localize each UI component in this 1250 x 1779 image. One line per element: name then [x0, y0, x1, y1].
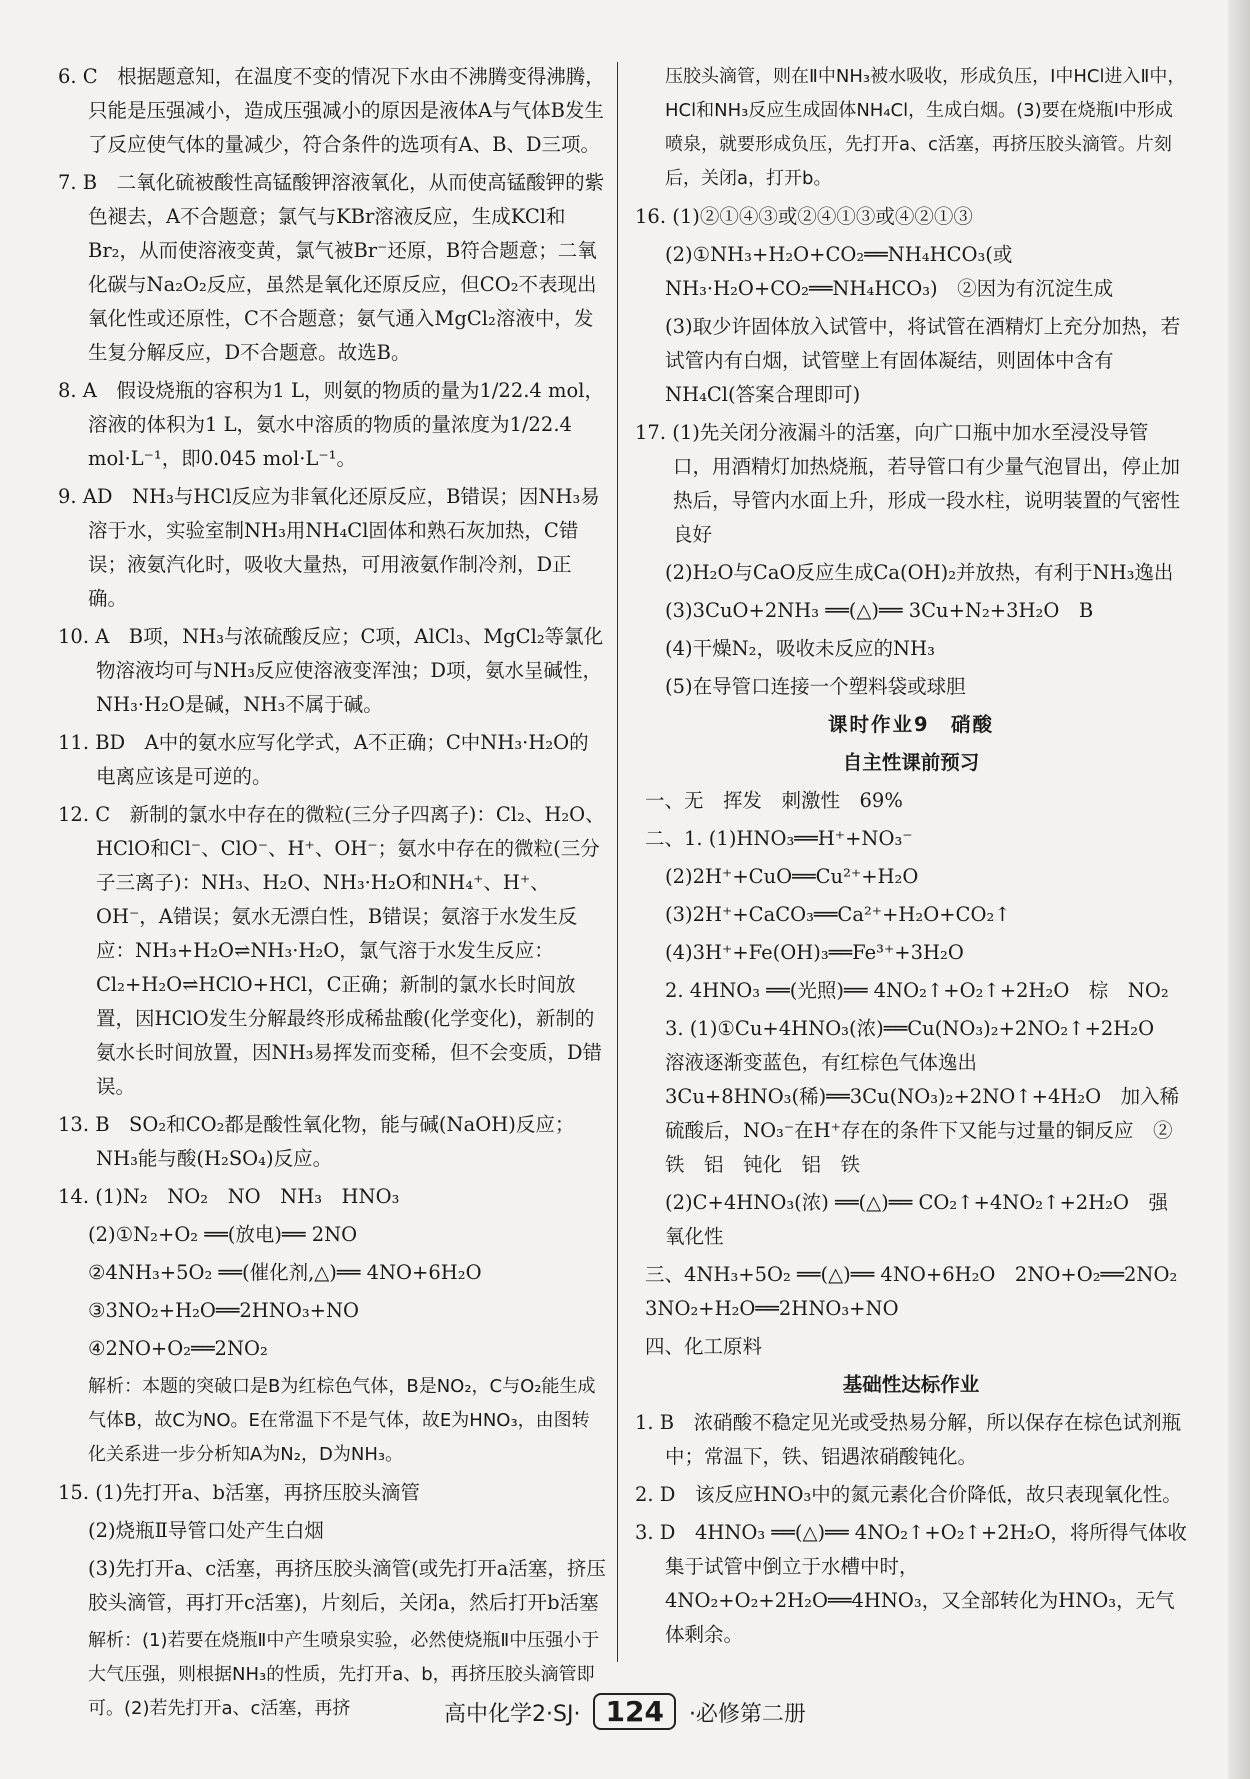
left-answer-line: (2)①N₂+O₂ ══(放电)══ 2NO	[88, 1223, 358, 1246]
right-answer-line: 三、4NH₃+5O₂ ══(△)══ 4NO+6H₂O 2NO+O₂══2NO₂ 3NO₂+H₂O══2HNO₃+NO	[645, 1263, 1197, 1320]
left-answer-line: ④2NO+O₂══2NO₂	[88, 1337, 268, 1360]
page-footer	[0, 1693, 1250, 1730]
scan-edge	[1228, 0, 1250, 1779]
column-divider	[617, 62, 618, 1662]
right-answer-line: 四、化工原料	[645, 1335, 763, 1358]
right-answer-line: 自主性课前预习	[842, 751, 980, 774]
footer-volume: ·必修第二册	[688, 1702, 806, 1727]
left-answer-line: 解析：(1)若要在烧瓶Ⅱ中产生喷泉实验，必然使烧瓶Ⅱ中压强小于大气压强，则根据NH₃的性质，先打开a、b，再挤压胶头滴管即可。(2)若先打开a、c活塞，再挤	[88, 1630, 600, 1719]
right-answer-line: 一、无 挥发 刺激性 69%	[645, 789, 903, 812]
right-answer-line: 17. (1)先关闭分液漏斗的活塞，向广口瓶中加水至浸没导管口，用酒精灯加热烧瓶，若导管口有少量气泡冒出，停止加热后，导管内水面上升，形成一段水柱，说明装置的气密性良好	[635, 421, 1181, 546]
left-answer-line: 12. C 新制的氯水中存在的微粒(三分子四离子)：Cl₂、H₂O、HClO和Cl⁻、ClO⁻、H⁺、OH⁻；氨水中存在的微粒(三分子三离子)：NH₃、H₂O、NH₃·H₂O和NH₄⁺、H⁺、OH⁻，A错误；氨水无漂白性，B错误；氨溶于水发生反应：NH₃+H₂O⇌NH₃·H₂O，氯气溶于水发生反应：Cl₂+H₂O⇌HClO+HCl，C正确；新制的氯水长时间放置，因HClO发生分解最终形成稀盐酸(化学变化)，新制的氨水长时间放置，因NH₃易挥发而变稀，但不会变质，D错误。	[58, 803, 605, 1098]
left-answer-line: ③3NO₂+H₂O══2HNO₃+NO	[88, 1299, 360, 1322]
left-answer-line: 15. (1)先打开a、b活塞，再挤压胶头滴管	[58, 1481, 420, 1504]
right-answer-line: 3. (1)①Cu+4HNO₃(浓)══Cu(NO₃)₂+2NO₂↑+2H₂O 溶液逐渐变蓝色，有红棕色气体逸出 3Cu+8HNO₃(稀)══3Cu(NO₃)₂+2NO↑+4H₂O 加入稀硫酸后，NO₃⁻在H⁺存在的条件下又能与过量的铜反应 ②铁 铝 钝化 铝 铁	[665, 1017, 1180, 1176]
right-answer-line: 3. D 4HNO₃ ══(△)══ 4NO₂↑+O₂↑+2H₂O，将所得气体收集于试管中倒立于水槽中时，4NO₂+O₂+2H₂O══4HNO₃，又全部转化为HNO₃，无气体剩余。	[635, 1521, 1187, 1646]
left-answer-line: 13. B SO₂和CO₂都是酸性氧化物，能与碱(NaOH)反应；NH₃能与酸(H₂SO₄)反应。	[58, 1113, 575, 1170]
left-column	[58, 60, 606, 1730]
left-answer-line: (2)烧瓶Ⅱ导管口处产生白烟	[88, 1519, 324, 1542]
footer-book-title: 高中化学2·SJ·	[444, 1702, 581, 1727]
right-answer-line: (2)2H⁺+CuO══Cu²⁺+H₂O	[665, 865, 919, 888]
left-answer-line: 解析：本题的突破口是B为红棕色气体，B是NO₂，C与O₂能生成气体B，故C为NO。E在常温下不是气体，故E为HNO₃，由图转化关系进一步分析知A为N₂，D为NH₃。	[88, 1376, 596, 1465]
right-answer-line: 2. D 该反应HNO₃中的氮元素化合价降低，故只表现氧化性。	[635, 1483, 1182, 1506]
right-answer-line: 二、1. (1)HNO₃══H⁺+NO₃⁻	[645, 827, 913, 850]
right-answer-line: (4)3H⁺+Fe(OH)₃══Fe³⁺+3H₂O	[665, 941, 964, 964]
left-answer-line: 14. (1)N₂ NO₂ NO NH₃ HNO₃	[58, 1185, 400, 1208]
left-answer-line: 10. A B项，NH₃与浓硫酸反应；C项，AlCl₃、MgCl₂等氯化物溶液均可与NH₃反应使溶液变浑浊；D项，氨水呈碱性，NH₃·H₂O是碱，NH₃不属于碱。	[58, 625, 604, 716]
left-answer-line: 7. B 二氧化硫被酸性高锰酸钾溶液氧化，从而使高锰酸钾的紫色褪去，A不合题意；氯气与KBr溶液反应，生成KCl和Br₂，从而使溶液变黄，氯气被Br⁻还原，B符合题意；二氧化碳与Na₂O₂反应，虽然是氧化还原反应，但CO₂不表现出氧化性或还原性，C不合题意；氨气通入MgCl₂溶液中，发生复分解反应，D不合题意。故选B。	[58, 171, 605, 364]
right-answer-line: 1. B 浓硝酸不稳定见光或受热易分解，所以保存在棕色试剂瓶中；常温下，铁、铝遇浓硝酸钝化。	[635, 1411, 1182, 1468]
right-answer-line: 2. 4HNO₃ ══(光照)══ 4NO₂↑+O₂↑+2H₂O 棕 NO₂	[665, 979, 1169, 1002]
left-answer-line: 9. AD NH₃与HCl反应为非氧化还原反应，B错误；因NH₃易溶于水，实验室制NH₃用NH₄Cl固体和熟石灰加热，C错误；液氨汽化时，吸收大量热，可用液氨作制冷剂，D正确。	[58, 485, 600, 610]
right-answer-line: 压胶头滴管，则在Ⅱ中NH₃被水吸收，形成负压，Ⅰ中HCl进入Ⅱ中，HCl和NH₃反应生成固体NH₄Cl，生成白烟。(3)要在烧瓶Ⅰ中形成喷泉，就要形成负压，先打开a、c活塞，再挤压胶头滴管。片刻后，关闭a，打开b。	[665, 66, 1186, 189]
right-answer-line: 基础性达标作业	[842, 1373, 980, 1396]
left-answer-line: ②4NH₃+5O₂ ══(催化剂,△)══ 4NO+6H₂O	[88, 1261, 482, 1284]
left-answer-line: 8. A 假设烧瓶的容积为1 L，则氨的物质的量为1/22.4 mol，溶液的体积为1 L，氨水中溶质的物质的量浓度为1/22.4 mol·L⁻¹，即0.045 mol·L⁻¹。	[58, 379, 605, 470]
right-answer-line: (2)①NH₃+H₂O+CO₂══NH₄HCO₃(或NH₃·H₂O+CO₂══NH₄HCO₃) ②因为有沉淀生成	[665, 243, 1114, 300]
left-answer-line: (3)先打开a、c活塞，再挤压胶头滴管(或先打开a活塞，挤压胶头滴管，再打开c活塞)，片刻后，关闭a，然后打开b活塞	[88, 1557, 606, 1614]
right-answer-line: (4)干燥N₂，吸收未反应的NH₃	[665, 637, 935, 660]
page-number: 124	[593, 1693, 675, 1730]
right-answer-line: (2)H₂O与CaO反应生成Ca(OH)₂并放热，有利于NH₃逸出	[665, 561, 1174, 584]
right-answer-line: (3)3CuO+2NH₃ ══(△)══ 3Cu+N₂+3H₂O B	[665, 599, 1094, 622]
right-answer-line: (2)C+4HNO₃(浓) ══(△)══ CO₂↑+4NO₂↑+2H₂O 强氧化性	[665, 1191, 1169, 1248]
left-answer-line: 11. BD A中的氨水应写化学式，A不正确；C中NH₃·H₂O的电离应该是可逆的。	[58, 731, 589, 788]
right-answer-line: (5)在导管口连接一个塑料袋或球胆	[665, 675, 966, 698]
left-answer-line: 6. C 根据题意知，在温度不变的情况下水由不沸腾变得沸腾，只能是压强减小，造成压强减小的原因是液体A与气体B发生了反应使气体的量减少，符合条件的选项有A、B、D三项。	[58, 65, 605, 156]
right-column	[635, 60, 1197, 1656]
right-answer-line: 课时作业9 硝酸	[827, 713, 995, 736]
right-answer-line: 16. (1)②①④③或②④①③或④②①③	[635, 205, 973, 228]
right-answer-line: (3)取少许固体放入试管中，将试管在酒精灯上充分加热，若试管内有白烟，试管壁上有固体凝结，则固体中含有NH₄Cl(答案合理即可)	[665, 315, 1181, 406]
right-answer-line: (3)2H⁺+CaCO₃══Ca²⁺+H₂O+CO₂↑	[665, 903, 1011, 926]
